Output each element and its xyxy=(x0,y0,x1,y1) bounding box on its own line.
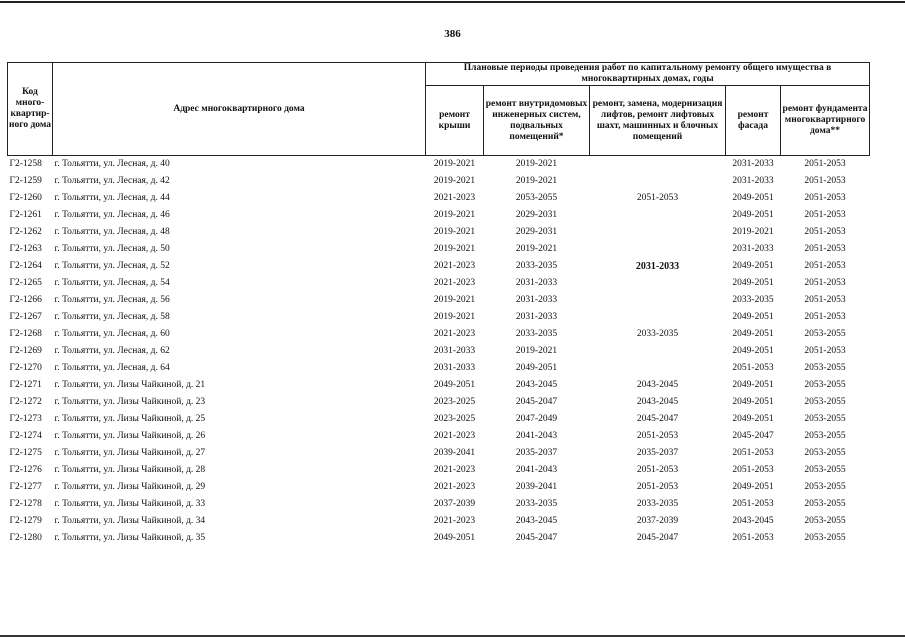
cell-lifts xyxy=(590,241,726,258)
cell-address: г. Тольятти, ул. Лесная, д. 62 xyxy=(54,346,170,356)
cell-facade: 2049-2051 xyxy=(732,261,774,271)
cell-lifts xyxy=(590,224,726,241)
cell-address: г. Тольятти, ул. Лизы Чайкиной, д. 25 xyxy=(54,414,206,424)
cell-foundation: 2051-2053 xyxy=(804,244,846,254)
cell-code: Г2-1274 xyxy=(9,431,42,441)
cell-address: г. Тольятти, ул. Лесная, д. 56 xyxy=(54,295,170,305)
cell-roof: 2031-2033 xyxy=(433,363,476,373)
cell-lifts: 2033-2035 xyxy=(636,499,679,509)
cell-lifts: 2045-2047 xyxy=(636,533,679,543)
table-row xyxy=(8,428,870,445)
cell-roof: 2019-2021 xyxy=(433,227,476,237)
table-row xyxy=(8,513,870,530)
header-code: Код много-квартир-ного дома xyxy=(8,63,53,156)
cell-code: Г2-1277 xyxy=(9,482,42,492)
cell-address: г. Тольятти, ул. Лизы Чайкиной, д. 28 xyxy=(54,465,206,475)
cell-facade: 2051-2053 xyxy=(732,533,774,543)
cell-code: Г2-1269 xyxy=(9,346,42,356)
table-row xyxy=(8,445,870,462)
cell-address: г. Тольятти, ул. Лизы Чайкиной, д. 21 xyxy=(54,380,206,390)
cell-foundation: 2051-2053 xyxy=(804,176,846,186)
cell-roof: 2019-2021 xyxy=(433,210,476,220)
cell-facade: 2049-2051 xyxy=(732,414,774,424)
cell-foundation: 2051-2053 xyxy=(781,156,870,174)
table-row xyxy=(8,190,870,207)
cell-code: Г2-1263 xyxy=(9,244,42,254)
cell-address: г. Тольятти, ул. Лесная, д. 48 xyxy=(54,227,170,237)
cell-facade: 2031-2033 xyxy=(726,156,781,174)
cell-engineering: 2031-2033 xyxy=(515,278,558,288)
cell-lifts: 2033-2035 xyxy=(636,329,679,339)
cell-roof: 2021-2023 xyxy=(433,431,476,441)
cell-facade: 2049-2051 xyxy=(732,482,774,492)
cell-lifts: 2043-2045 xyxy=(636,380,679,390)
cell-address: г. Тольятти, ул. Лесная, д. 42 xyxy=(54,176,170,186)
table-row xyxy=(8,411,870,428)
cell-lifts xyxy=(590,207,726,224)
table-row xyxy=(8,207,870,224)
table-row xyxy=(8,530,870,547)
cell-code: Г2-1278 xyxy=(9,499,42,509)
cell-roof: 2019-2021 xyxy=(433,295,476,305)
cell-foundation: 2051-2053 xyxy=(804,261,846,271)
cell-foundation: 2053-2055 xyxy=(804,380,846,390)
cell-engineering: 2043-2045 xyxy=(515,516,558,526)
cell-lifts: 2051-2053 xyxy=(636,482,679,492)
cell-address: г. Тольятти, ул. Лизы Чайкиной, д. 33 xyxy=(54,499,206,509)
cell-roof: 2021-2023 xyxy=(433,465,476,475)
cell-foundation: 2053-2055 xyxy=(804,465,846,475)
cell-roof: 2021-2023 xyxy=(433,516,476,526)
table-row xyxy=(8,241,870,258)
header-address: Адрес многоквартирного дома xyxy=(53,63,426,156)
cell-engineering: 2041-2043 xyxy=(515,431,558,441)
cell-facade: 2033-2035 xyxy=(732,295,774,305)
table-row xyxy=(8,258,870,275)
cell-lifts xyxy=(590,173,726,190)
cell-engineering: 2019-2021 xyxy=(515,346,558,356)
cell-facade: 2049-2051 xyxy=(732,346,774,356)
header-facade: ремонт фасада xyxy=(726,86,781,156)
cell-foundation: 2053-2055 xyxy=(804,448,846,458)
cell-address: г. Тольятти, ул. Лесная, д. 52 xyxy=(54,261,170,271)
cell-engineering: 2031-2033 xyxy=(515,312,558,322)
cell-lifts: 2031-2033 xyxy=(635,261,680,272)
cell-roof: 2021-2023 xyxy=(433,193,476,203)
cell-roof: 2049-2051 xyxy=(433,380,476,390)
cell-foundation: 2051-2053 xyxy=(804,210,846,220)
header-engineering: ремонт внутридомовых инженерных систем, подвальных помещений* xyxy=(484,86,590,156)
bottom-rule xyxy=(0,635,905,637)
table-row xyxy=(8,224,870,241)
cell-roof: 2023-2025 xyxy=(433,414,476,424)
cell-facade: 2051-2053 xyxy=(732,499,774,509)
cell-facade: 2051-2053 xyxy=(732,465,774,475)
cell-lifts: 2051-2053 xyxy=(636,431,679,441)
cell-facade: 2043-2045 xyxy=(732,516,774,526)
table-row xyxy=(8,360,870,377)
cell-foundation: 2051-2053 xyxy=(804,278,846,288)
cell-lifts: 2043-2045 xyxy=(636,397,679,407)
cell-lifts: 2035-2037 xyxy=(636,448,679,458)
cell-address: г. Тольятти, ул. Лесная, д. 46 xyxy=(54,210,170,220)
table-row xyxy=(8,309,870,326)
cell-roof: 2021-2023 xyxy=(433,278,476,288)
cell-foundation: 2053-2055 xyxy=(804,329,846,339)
cell-foundation: 2053-2055 xyxy=(804,431,846,441)
cell-roof: 2021-2023 xyxy=(433,329,476,339)
cell-facade: 2019-2021 xyxy=(732,227,774,237)
cell-facade: 2031-2033 xyxy=(732,176,774,186)
header-lifts: ремонт, замена, модернизация лифтов, ремонт лифтовых шахт, машинных и блочных помещений xyxy=(590,86,726,156)
cell-address: г. Тольятти, ул. Лесная, д. 58 xyxy=(54,312,170,322)
cell-lifts xyxy=(590,309,726,326)
cell-code: Г2-1265 xyxy=(9,278,42,288)
cell-facade: 2031-2033 xyxy=(732,244,774,254)
cell-lifts xyxy=(590,343,726,360)
cell-code: Г2-1260 xyxy=(9,193,42,203)
cell-engineering: 2019-2021 xyxy=(484,156,590,174)
cell-engineering: 2019-2021 xyxy=(515,176,558,186)
cell-facade: 2051-2053 xyxy=(732,363,774,373)
cell-engineering: 2045-2047 xyxy=(515,397,558,407)
cell-lifts xyxy=(590,156,726,174)
cell-code: Г2-1275 xyxy=(9,448,42,458)
table-row xyxy=(8,394,870,411)
cell-engineering: 2035-2037 xyxy=(515,448,558,458)
cell-address: г. Тольятти, ул. Лизы Чайкиной, д. 35 xyxy=(54,533,206,543)
cell-address: г. Тольятти, ул. Лизы Чайкиной, д. 23 xyxy=(54,397,206,407)
cell-engineering: 2019-2021 xyxy=(515,244,558,254)
cell-code: Г2-1280 xyxy=(9,533,42,543)
cell-code: Г2-1264 xyxy=(9,261,42,271)
cell-foundation: 2053-2055 xyxy=(804,499,846,509)
cell-code: Г2-1279 xyxy=(9,516,42,526)
cell-foundation: 2051-2053 xyxy=(804,346,846,356)
cell-address: г. Тольятти, ул. Лесная, д. 44 xyxy=(54,193,170,203)
table-header xyxy=(8,63,870,156)
table-row xyxy=(8,156,870,174)
cell-code: Г2-1262 xyxy=(9,227,42,237)
cell-code: Г2-1267 xyxy=(9,312,42,322)
cell-code: Г2-1261 xyxy=(9,210,42,220)
cell-roof: 2023-2025 xyxy=(433,397,476,407)
cell-engineering: 2033-2035 xyxy=(515,329,558,339)
cell-code: Г2-1270 xyxy=(9,363,42,373)
table-row xyxy=(8,462,870,479)
cell-facade: 2049-2051 xyxy=(732,397,774,407)
cell-facade: 2051-2053 xyxy=(732,448,774,458)
cell-roof: 2021-2023 xyxy=(433,482,476,492)
cell-address: г. Тольятти, ул. Лесная, д. 60 xyxy=(54,329,170,339)
table-row xyxy=(8,479,870,496)
header-periods-group: Плановые периоды проведения работ по капитальному ремонту общего имущества в многоквартирных домах, годы xyxy=(426,63,870,86)
repair-schedule-table xyxy=(7,62,870,547)
cell-foundation: 2053-2055 xyxy=(804,516,846,526)
cell-code: Г2-1271 xyxy=(9,380,42,390)
cell-lifts: 2051-2053 xyxy=(636,193,679,203)
cell-address: г. Тольятти, ул. Лесная, д. 64 xyxy=(54,363,170,373)
cell-facade: 2049-2051 xyxy=(732,312,774,322)
cell-code: Г2-1272 xyxy=(9,397,42,407)
cell-address: г. Тольятти, ул. Лизы Чайкиной, д. 27 xyxy=(54,448,206,458)
header-foundation: ремонт фундамента многоквартирного дома** xyxy=(781,86,870,156)
cell-code: Г2-1276 xyxy=(9,465,42,475)
cell-lifts xyxy=(590,292,726,309)
cell-facade: 2049-2051 xyxy=(732,210,774,220)
cell-address: г. Тольятти, ул. Лизы Чайкиной, д. 34 xyxy=(54,516,206,526)
cell-facade: 2049-2051 xyxy=(732,193,774,203)
top-rule xyxy=(0,1,905,3)
table-row xyxy=(8,496,870,513)
cell-code: Г2-1268 xyxy=(9,329,42,339)
cell-roof: 2019-2021 xyxy=(433,176,476,186)
cell-lifts xyxy=(590,360,726,377)
cell-code: Г2-1259 xyxy=(9,176,42,186)
cell-facade: 2049-2051 xyxy=(732,329,774,339)
cell-foundation: 2053-2055 xyxy=(804,533,846,543)
table-row xyxy=(8,377,870,394)
cell-roof: 2019-2021 xyxy=(433,244,476,254)
table-row xyxy=(8,343,870,360)
cell-foundation: 2051-2053 xyxy=(804,312,846,322)
cell-address: г. Тольятти, ул. Лесная, д. 50 xyxy=(54,244,170,254)
cell-foundation: 2053-2055 xyxy=(804,414,846,424)
cell-roof: 2021-2023 xyxy=(433,261,476,271)
cell-engineering: 2047-2049 xyxy=(515,414,558,424)
cell-lifts xyxy=(590,275,726,292)
cell-engineering: 2033-2035 xyxy=(515,499,558,509)
cell-address: г. Тольятти, ул. Лесная, д. 40 xyxy=(53,156,426,174)
cell-lifts: 2037-2039 xyxy=(636,516,679,526)
cell-engineering: 2029-2031 xyxy=(515,210,558,220)
cell-engineering: 2031-2033 xyxy=(515,295,558,305)
table-row xyxy=(8,173,870,190)
cell-engineering: 2049-2051 xyxy=(515,363,558,373)
cell-lifts: 2045-2047 xyxy=(636,414,679,424)
cell-address: г. Тольятти, ул. Лизы Чайкиной, д. 29 xyxy=(54,482,206,492)
cell-code: Г2-1266 xyxy=(9,295,42,305)
table-row xyxy=(8,292,870,309)
cell-facade: 2045-2047 xyxy=(732,431,774,441)
cell-foundation: 2053-2055 xyxy=(804,482,846,492)
cell-engineering: 2043-2045 xyxy=(515,380,558,390)
cell-engineering: 2039-2041 xyxy=(515,482,558,492)
cell-foundation: 2051-2053 xyxy=(804,193,846,203)
cell-roof: 2031-2033 xyxy=(433,346,476,356)
cell-roof: 2019-2021 xyxy=(433,312,476,322)
cell-engineering: 2041-2043 xyxy=(515,465,558,475)
page-number: 386 xyxy=(444,28,461,40)
cell-engineering: 2045-2047 xyxy=(515,533,558,543)
cell-facade: 2049-2051 xyxy=(732,278,774,288)
cell-engineering: 2053-2055 xyxy=(515,193,558,203)
cell-roof: 2049-2051 xyxy=(433,533,476,543)
cell-engineering: 2029-2031 xyxy=(515,227,558,237)
cell-roof: 2019-2021 xyxy=(426,156,484,174)
cell-facade: 2049-2051 xyxy=(732,380,774,390)
cell-address: г. Тольятти, ул. Лесная, д. 54 xyxy=(54,278,170,288)
cell-foundation: 2053-2055 xyxy=(804,397,846,407)
cell-foundation: 2051-2053 xyxy=(804,227,846,237)
cell-roof: 2039-2041 xyxy=(433,448,476,458)
cell-foundation: 2053-2055 xyxy=(804,363,846,373)
cell-foundation: 2051-2053 xyxy=(804,295,846,305)
header-roof: ремонт крыши xyxy=(426,86,484,156)
cell-roof: 2037-2039 xyxy=(433,499,476,509)
table-body xyxy=(8,156,870,548)
table-row xyxy=(8,275,870,292)
cell-code: Г2-1258 xyxy=(8,156,53,174)
cell-engineering: 2033-2035 xyxy=(515,261,558,271)
cell-lifts: 2051-2053 xyxy=(636,465,679,475)
cell-code: Г2-1273 xyxy=(9,414,42,424)
table-row xyxy=(8,326,870,343)
cell-address: г. Тольятти, ул. Лизы Чайкиной, д. 26 xyxy=(54,431,206,441)
